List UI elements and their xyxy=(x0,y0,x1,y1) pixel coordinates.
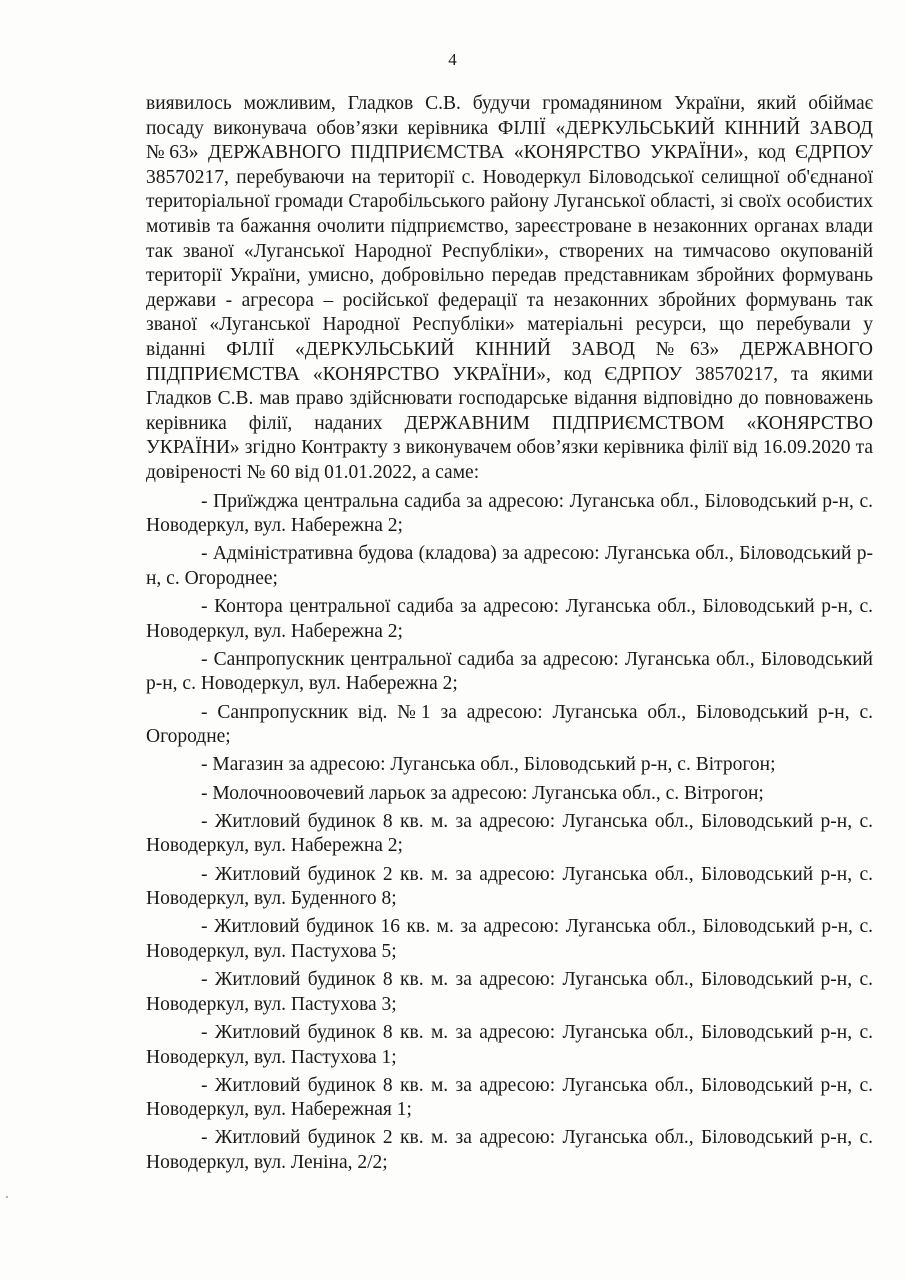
list-item: - Контора центральної садиба за адресою: Луганська обл., Біловодський р-н, с. Новодеркул, вул. Набережна 2; xyxy=(146,596,873,642)
list-item: - Санпропускник центральної садиба за адресою: Луганська обл., Біловодський р-н, с. Новодеркул, вул. Набережна 2; xyxy=(146,648,873,695)
list-item: - Житловий будинок 8 кв. м. за адресою: Луганська обл., Біловодський р-н, с. Новодеркул, вул. Пастухова 1; xyxy=(146,1021,873,1068)
scan-speck xyxy=(6,1196,8,1198)
list-item: - Приїжджа центральна садиба за адресою: Луганська обл., Біловодський р-н, с. Новодеркул, вул. Набережна 2; xyxy=(146,490,873,537)
list-item: - Магазин за адресою: Луганська обл., Біловодський р-н, с. Вітрогон; xyxy=(201,754,776,776)
list-item: - Житловий будинок 8 кв. м. за адресою: Луганська обл., Біловодський р-н, с. Новодеркул, вул. Набережная 1; xyxy=(146,1074,873,1121)
page-number: 4 xyxy=(448,50,457,69)
list-item: - Молочноовочевий ларьок за адресою: Луганська обл., с. Вітрогон; xyxy=(201,782,764,804)
list-item: - Санпропускник від. №1 за адресою: Луганська обл., Біловодський р-н, с. Огородне; xyxy=(146,701,873,748)
list-item: - Житловий будинок 8 кв. м. за адресою: Луганська обл., Біловодський р-н, с. Новодеркул, вул. Набережна 2; xyxy=(146,810,873,857)
list-item: - Адміністративна будова (кладова) за адресою: Луганська обл., Біловодський р-н, с. Огороднее; xyxy=(146,543,873,589)
list-item: - Житловий будинок 8 кв. м. за адресою: Луганська обл., Біловодський р-н, с. Новодеркул, вул. Пастухова 3; xyxy=(146,969,873,1015)
list-item: - Житловий будинок 16 кв. м. за адресою: Луганська обл., Біловодський р-н, с. Новодеркул, вул. Пастухова 5; xyxy=(146,916,873,962)
document-body xyxy=(146,92,873,1179)
assets-list xyxy=(146,490,873,1176)
list-item: - Житловий будинок 2 кв. м. за адресою: Луганська обл., Біловодський р-н, с. Новодеркул, вул. Буденного 8; xyxy=(146,863,873,910)
intro-paragraph: виявилось можливим, Гладков С.В. будучи громадянином України, який обіймає посаду виконувача обов’язки керівника ФІЛІЇ «ДЕРКУЛЬСЬКИЙ КІННИЙ ЗАВОД №63» ДЕРЖАВНОГО ПІДПРИЄМСТВА «КОНЯРСТВО УКРАЇНИ», код ЄДРПОУ 38570217, перебуваючи на території с. Новодеркул Біловодської селищної об'єднаної територіальної громади Старобільського району Луганської області, зі своїх особистих мотивів та бажання очолити підприємство, зареєстроване в незаконних органах влади так званої «Луганської Народної Республіки», створених на тимчасово окупованій території України, умисно, добровільно передав представникам збройних формувань держави - агресора – російської федерації та незаконних збройних формувань так званої «Луганської Народної Республіки» матеріальні ресурси, що перебували у віданні ФІЛІЇ «ДЕРКУЛЬСЬКИЙ КІННИЙ ЗАВОД №63» ДЕРЖАВНОГО ПІДПРИЄМСТВА «КОНЯРСТВО УКРАЇНИ», код ЄДРПОУ 38570217, та якими Гладков С.В. мав право здійснювати господарське відання відповідно до повноважень керівника філії, наданих ДЕРЖАВНИМ ПІДПРИЄМСТВОМ «КОНЯРСТВО УКРАЇНИ» згідно Контракту з виконувачем обов’язки керівника філії від 16.09.2020 та довіреності № 60 від 01.01.2022, а саме: xyxy=(146,93,873,483)
list-item: - Житловий будинок 2 кв. м. за адресою: Луганська обл., Біловодський р-н, с. Новодеркул, вул. Леніна, 2/2; xyxy=(146,1127,873,1174)
